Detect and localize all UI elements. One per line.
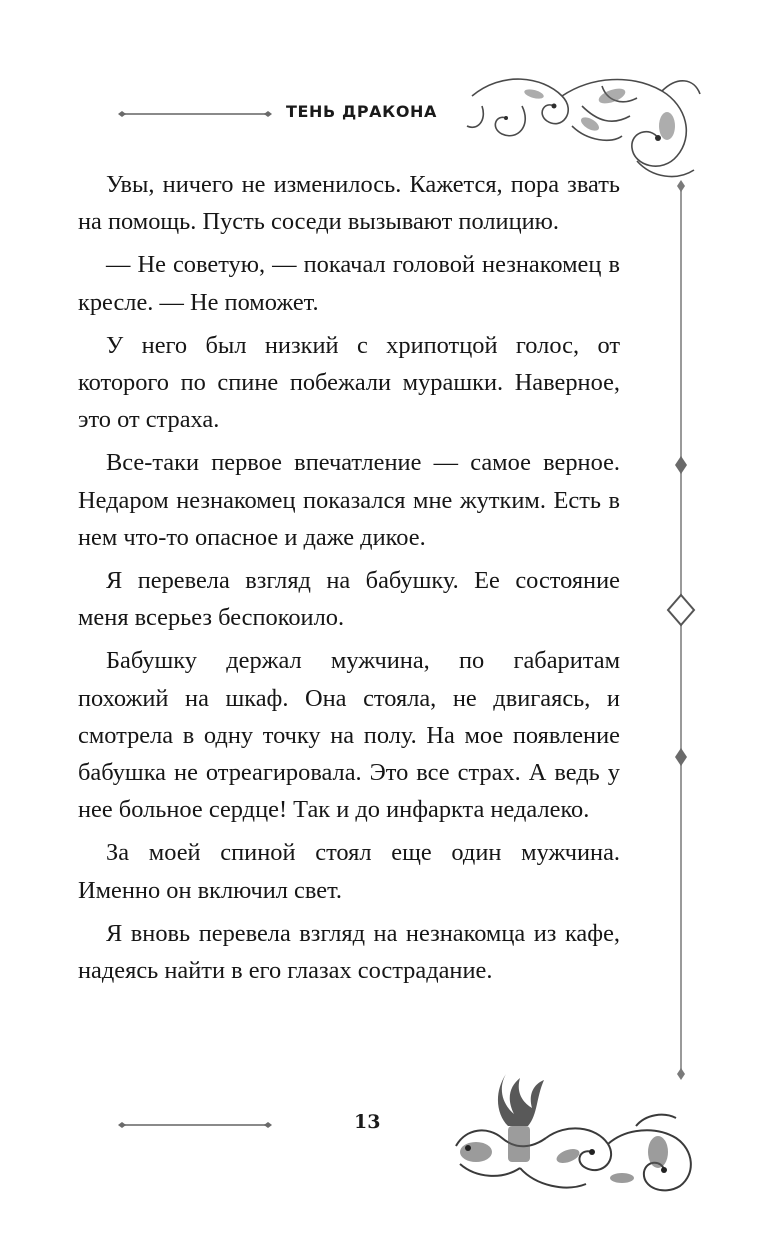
paragraph: У него был низкий с хрипотцой голос, от которого по спине побежали мурашки. Наверное, это от страха.	[78, 331, 620, 434]
dragon-ornament-icon	[436, 1068, 702, 1202]
paragraph: — Не советую, — покачал головой незнакомец в кресле. — Не поможет.	[78, 251, 620, 316]
running-title: ТЕНЬ ДРАКОНА	[286, 102, 438, 121]
paragraph: Бабушку держал мужчина, по габаритам похожий на шкаф. Она стояла, не двигаясь, и смотрела в одну точку на полу. На мое появление бабушка не отреагировала. Это все страх. А ведь у нее больное сердце! Так и до инфаркта недалеко.	[78, 647, 620, 824]
side-rail-ornament	[666, 180, 696, 1080]
footer-rule	[118, 1121, 272, 1129]
paragraph: За моей спиной стоял еще один мужчина. Именно он включил свет.	[78, 839, 620, 904]
page-number: 13	[354, 1111, 381, 1133]
paragraph: Я перевела взгляд на бабушку. Ее состояние меня всерьез беспокоило.	[78, 567, 620, 632]
paragraph: Увы, ничего не изменилось. Кажется, пора звать на помощь. Пусть соседи вызывают полицию.	[78, 171, 620, 236]
paragraph: Я вновь перевела взгляд на незнакомца из кафе, надеясь найти в его глазах сострадание.	[78, 919, 620, 985]
header-rule	[118, 110, 272, 118]
paragraph: Все-таки первое впечатление — самое верное. Недаром незнакомец показался мне жутким. Есть в нем что-то опасное и даже дикое.	[78, 449, 620, 551]
body-text	[78, 166, 620, 995]
